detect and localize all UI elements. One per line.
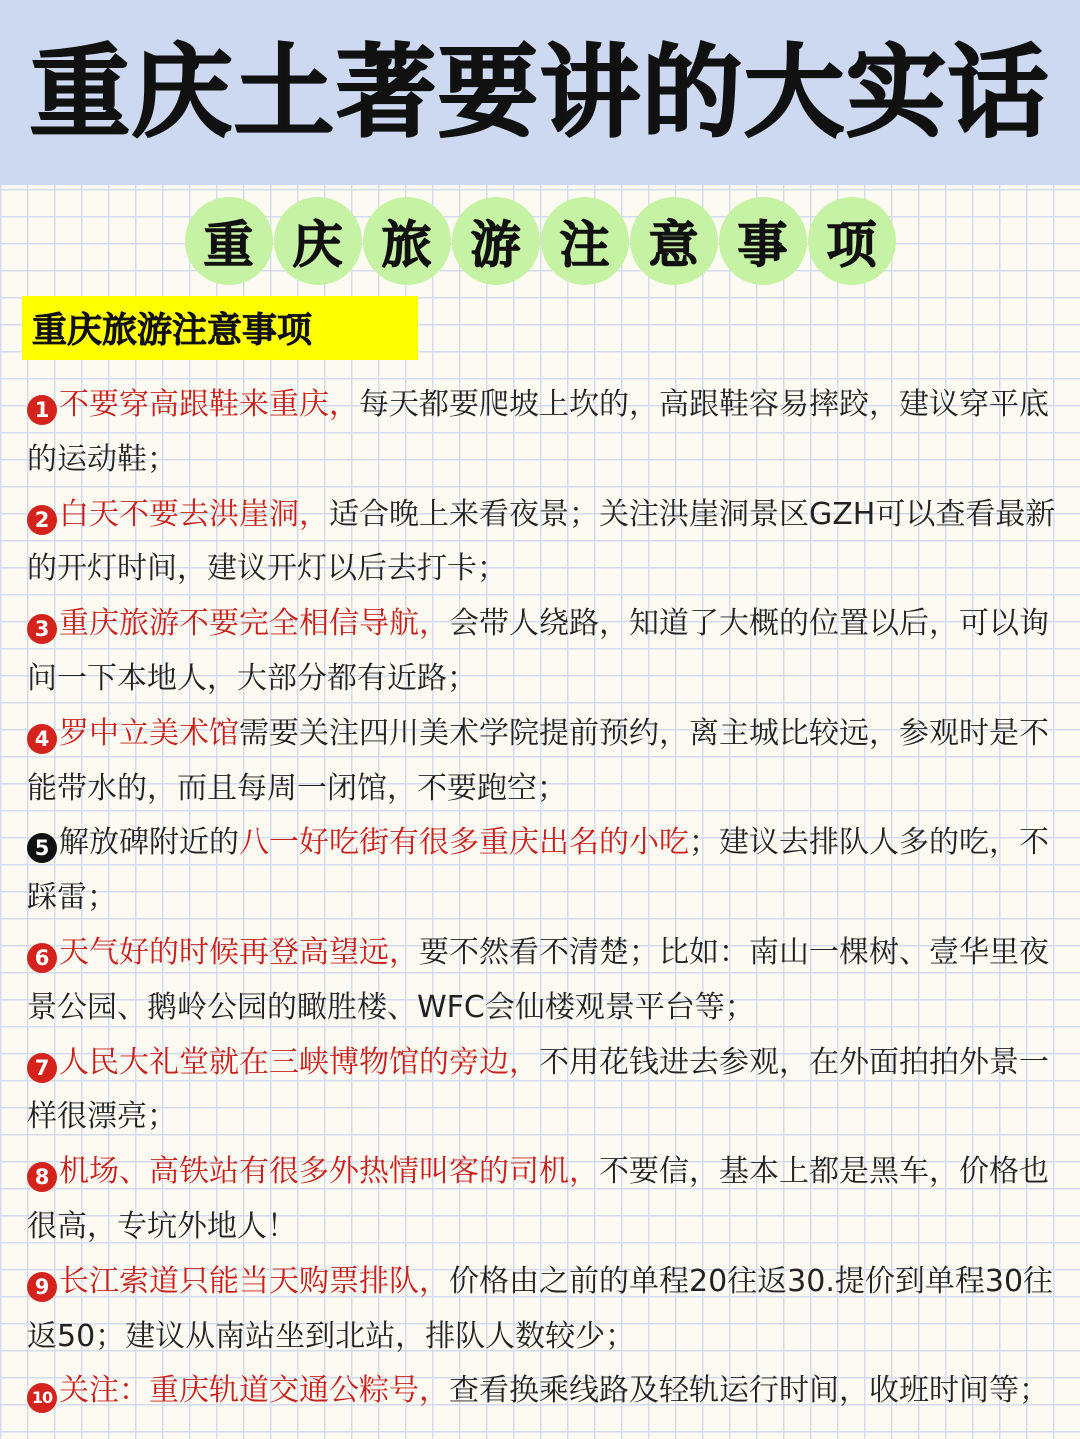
item-highlight: 人民大礼堂就在三峡博物馆的旁边，: [59, 1044, 539, 1080]
subtitle-char: 项: [808, 197, 896, 285]
tips-list: [27, 378, 1057, 1419]
subtitle-char: 事: [719, 197, 807, 285]
list-item: [27, 1145, 1057, 1255]
list-item: [27, 816, 1057, 926]
item-text: 不用花钱进去参观，在外面拍拍外景一样很漂亮；: [27, 1044, 1049, 1135]
list-item: [27, 1036, 1057, 1146]
header-banner: [0, 0, 1080, 185]
subtitle-char: 重: [185, 197, 273, 285]
page-title: 重庆土著要讲的大实话: [30, 33, 1050, 151]
item-highlight: 白天不要去洪崖洞，: [59, 496, 329, 532]
item-highlight: 机场、高铁站有很多外热情叫客的司机，: [59, 1154, 599, 1190]
subtitle-char: 庆: [274, 197, 362, 285]
list-item: [27, 1255, 1057, 1365]
item-highlight: 关注：重庆轨道交通公粽号，: [59, 1373, 449, 1409]
subtitle-char: 意: [630, 197, 718, 285]
item-highlight: 重庆旅游不要完全相信导航，: [59, 606, 449, 642]
subtitle-char: 注: [541, 197, 629, 285]
subtitle-char: 游: [452, 197, 540, 285]
item-number-badge: 5: [27, 833, 57, 863]
item-number-badge: 3: [27, 614, 57, 644]
item-number-badge: 7: [27, 1053, 57, 1083]
item-text: 每天都要爬坡上坎的，高跟鞋容易摔跤，建议穿平底的运动鞋；: [27, 387, 1049, 477]
item-highlight: 罗中立美术馆: [59, 715, 239, 751]
list-item: [27, 707, 1057, 817]
item-number-badge: 2: [27, 505, 57, 535]
list-item: [27, 926, 1057, 1036]
section-label: 重庆旅游注意事项: [22, 296, 418, 360]
list-item: [27, 597, 1057, 707]
item-prefix: 解放碑附近的: [59, 825, 239, 861]
item-highlight: 天气好的时候再登高望远，: [59, 934, 419, 970]
item-number-badge: 9: [27, 1272, 57, 1302]
item-highlight: 八一好吃街有很多重庆出名的小吃: [239, 825, 689, 861]
list-item: [27, 1364, 1057, 1419]
item-number-badge: 1: [27, 395, 57, 425]
item-number-badge: 10: [27, 1383, 57, 1413]
item-highlight: 不要穿高跟鞋来重庆，: [59, 387, 359, 422]
item-text: 不要信，基本上都是黑车，价格也很高，专坑外地人！: [27, 1154, 1049, 1244]
item-number-badge: 4: [27, 724, 57, 754]
item-text: 需要关注四川美术学院提前预约，离主城比较远，参观时是不能带水的，而且每周一闭馆，不要跑空；: [27, 715, 1049, 806]
subtitle-circles: [0, 197, 1080, 287]
item-highlight: 长江索道只能当天购票排队，: [59, 1263, 449, 1299]
item-text: 价格由之前的单程20往返30.提价到单程30往返50；建议从南站坐到北站，排队人数较少；: [27, 1263, 1054, 1354]
list-item: [27, 378, 1057, 488]
item-text: ；建议去排队人多的吃，不踩雷；: [27, 825, 1049, 916]
item-text: 适合晚上来看夜景；关注洪崖洞景区GZH可以查看最新的开灯时间，建议开灯以后去打卡；: [27, 496, 1056, 587]
item-text: 查看换乘线路及轻轨运行时间，收班时间等；: [449, 1373, 1049, 1409]
item-number-badge: 8: [27, 1162, 57, 1192]
item-text: 要不然看不清楚；比如：南山一棵树、壹华里夜景公园、鹅岭公园的瞰胜楼、WFC会仙楼观景平台等；: [27, 934, 1049, 1025]
subtitle-char: 旅: [363, 197, 451, 285]
list-item: [27, 488, 1057, 598]
item-number-badge: 6: [27, 943, 57, 973]
item-text: 会带人绕路，知道了大概的位置以后，可以询问一下本地人，大部分都有近路；: [27, 606, 1049, 696]
